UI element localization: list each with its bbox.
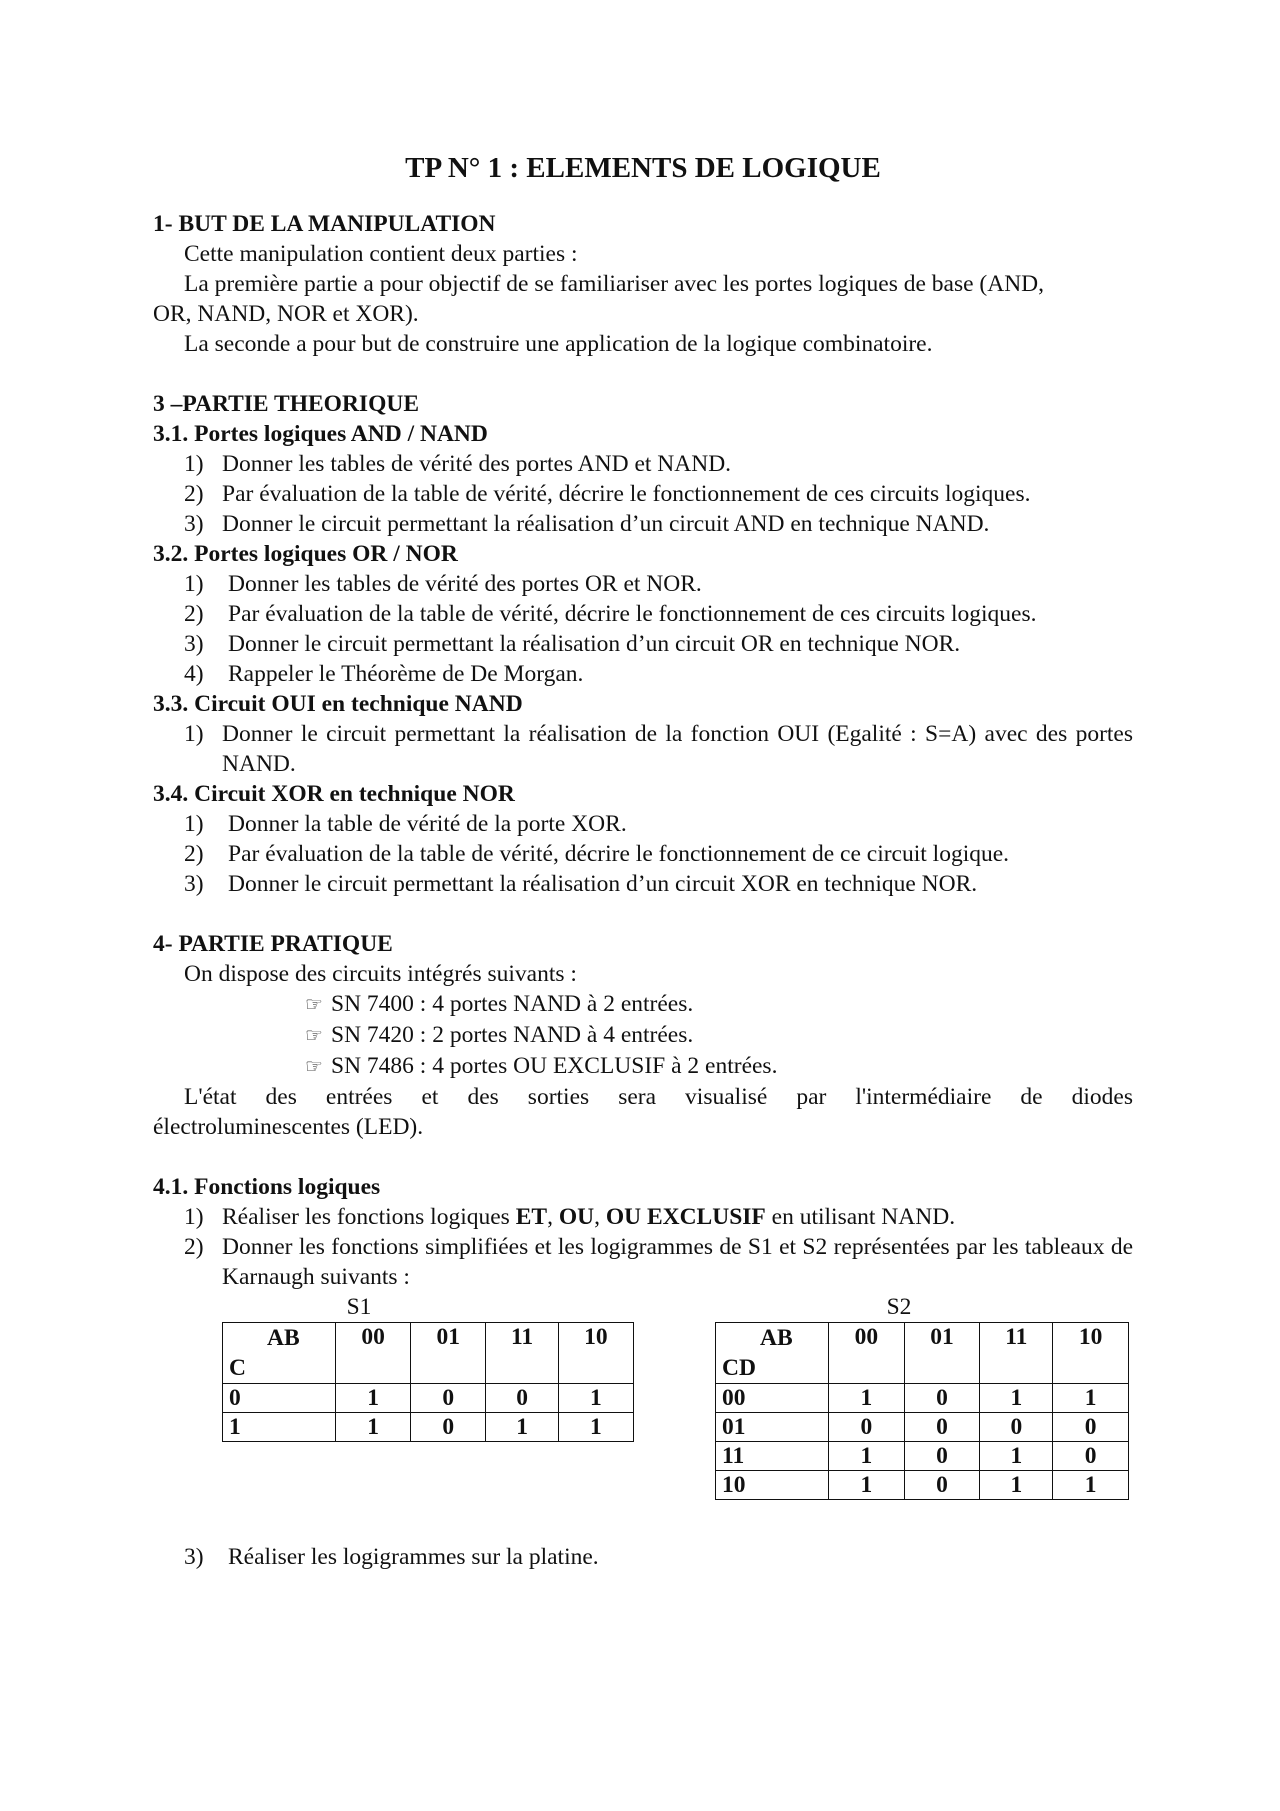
paragraph: Cette manipulation contient deux parties : (184, 241, 578, 267)
column-header: 00 (829, 1323, 905, 1384)
question-list (153, 1202, 1133, 1292)
column-header: 10 (558, 1323, 633, 1384)
table-row: 1 1 0 1 1 (223, 1413, 634, 1442)
list-item: 2) Par évaluation de la table de vérité, décrire le fonctionnement de ces circuits logiques. (184, 601, 1037, 627)
list-item: 2) Par évaluation de la table de vérité, décrire le fonctionnement de ces circuits logiques. (184, 481, 1031, 507)
circuit-list (153, 989, 1133, 1082)
column-header: 01 (411, 1323, 486, 1384)
paragraph: OR, NAND, NOR et XOR). (153, 301, 419, 327)
column-header: 11 (980, 1323, 1053, 1384)
list-item: 3) Réaliser les logigrammes sur la platine. (184, 1544, 599, 1570)
column-header: 11 (486, 1323, 559, 1384)
karnaugh-title-s1: S1 (346, 1294, 372, 1320)
pointing-hand-icon: ☞ (305, 994, 323, 1016)
list-item: 1) Réaliser les fonctions logiques ET, OU, OU EXCLUSIF en utilisant NAND. (184, 1204, 956, 1230)
table-row: 0 1 0 0 1 (223, 1384, 634, 1413)
section-heading-pratique: 4- PARTIE PRATIQUE (153, 931, 393, 957)
table-row: 11 1 0 1 0 (716, 1442, 1129, 1471)
list-item: 2) Par évaluation de la table de vérité, décrire le fonctionnement de ce circuit logique. (184, 841, 1010, 867)
corner-cell: AB CD (716, 1323, 829, 1384)
question-list (153, 449, 1133, 539)
question-list (153, 809, 1133, 899)
list-item: 3) Donner le circuit permettant la réalisation d’un circuit XOR en technique NOR. (184, 871, 978, 897)
pointing-hand-icon: ☞ (305, 1056, 323, 1078)
list-item: 2) Donner les fonctions simplifiées et les logigrammes de S1 et S2 représentées par les tableaux de Karnaugh suivants : (184, 1234, 1133, 1290)
karnaugh-table-s2 (715, 1322, 1129, 1500)
list-item: 3) Donner le circuit permettant la réalisation d’un circuit OR en technique NOR. (184, 631, 961, 657)
subsection-heading: 3.2. Portes logiques OR / NOR (153, 541, 458, 567)
column-header: 01 (904, 1323, 980, 1384)
column-header: 10 (1053, 1323, 1129, 1384)
paragraph: On dispose des circuits intégrés suivants : (184, 961, 577, 987)
list-item: 1) Donner le circuit permettant la réalisation de la fonction OUI (Egalité : S=A) avec des portes NAND. (184, 721, 1133, 777)
table-row: 10 1 0 1 1 (716, 1471, 1129, 1500)
question-list (153, 1542, 1133, 1572)
section-heading-but: 1- BUT DE LA MANIPULATION (153, 211, 496, 237)
paragraph: électroluminescentes (LED). (153, 1114, 424, 1140)
corner-cell: AB C (223, 1323, 336, 1384)
karnaugh-maps (153, 1294, 1133, 1542)
list-item: ☞ SN 7420 : 2 portes NAND à 4 entrées. (153, 1020, 1133, 1051)
document-title: TP N° 1 : ELEMENTS DE LOGIQUE (405, 152, 881, 184)
subsection-heading: 4.1. Fonctions logiques (153, 1174, 381, 1200)
document-page (153, 150, 1133, 1572)
list-item: 1) Donner la table de vérité de la porte XOR. (184, 811, 627, 837)
paragraph: La première partie a pour objectif de se familiariser avec les portes logiques de base (AND, (184, 271, 1045, 297)
list-item: ☞ SN 7486 : 4 portes OU EXCLUSIF à 2 entrées. (153, 1051, 1133, 1082)
subsection-heading: 3.3. Circuit OUI en technique NAND (153, 691, 523, 717)
paragraph: L'état des entrées et des sorties sera visualisé par l'intermédiaire de diodes (184, 1084, 1133, 1110)
column-header: 00 (336, 1323, 411, 1384)
list-item: ☞ SN 7400 : 4 portes NAND à 2 entrées. (153, 989, 1133, 1020)
subsection-heading: 3.4. Circuit XOR en technique NOR (153, 781, 515, 807)
section-heading-theorique: 3 –PARTIE THEORIQUE (153, 391, 419, 417)
subsection-heading: 3.1. Portes logiques AND / NAND (153, 421, 488, 447)
paragraph: La seconde a pour but de construire une application de la logique combinatoire. (184, 331, 933, 357)
list-item: 4) Rappeler le Théorème de De Morgan. (184, 661, 584, 687)
pointing-hand-icon: ☞ (305, 1025, 323, 1047)
table-row: 00 1 0 1 1 (716, 1384, 1129, 1413)
list-item: 1) Donner les tables de vérité des portes OR et NOR. (184, 571, 702, 597)
karnaugh-table-s1 (222, 1322, 634, 1442)
karnaugh-title-s2: S2 (886, 1294, 912, 1320)
question-list (153, 719, 1133, 779)
list-item: 3) Donner le circuit permettant la réalisation d’un circuit AND en technique NAND. (184, 511, 990, 537)
table-row: 01 0 0 0 0 (716, 1413, 1129, 1442)
list-item: 1) Donner les tables de vérité des portes AND et NAND. (184, 451, 732, 477)
question-list (153, 569, 1133, 689)
